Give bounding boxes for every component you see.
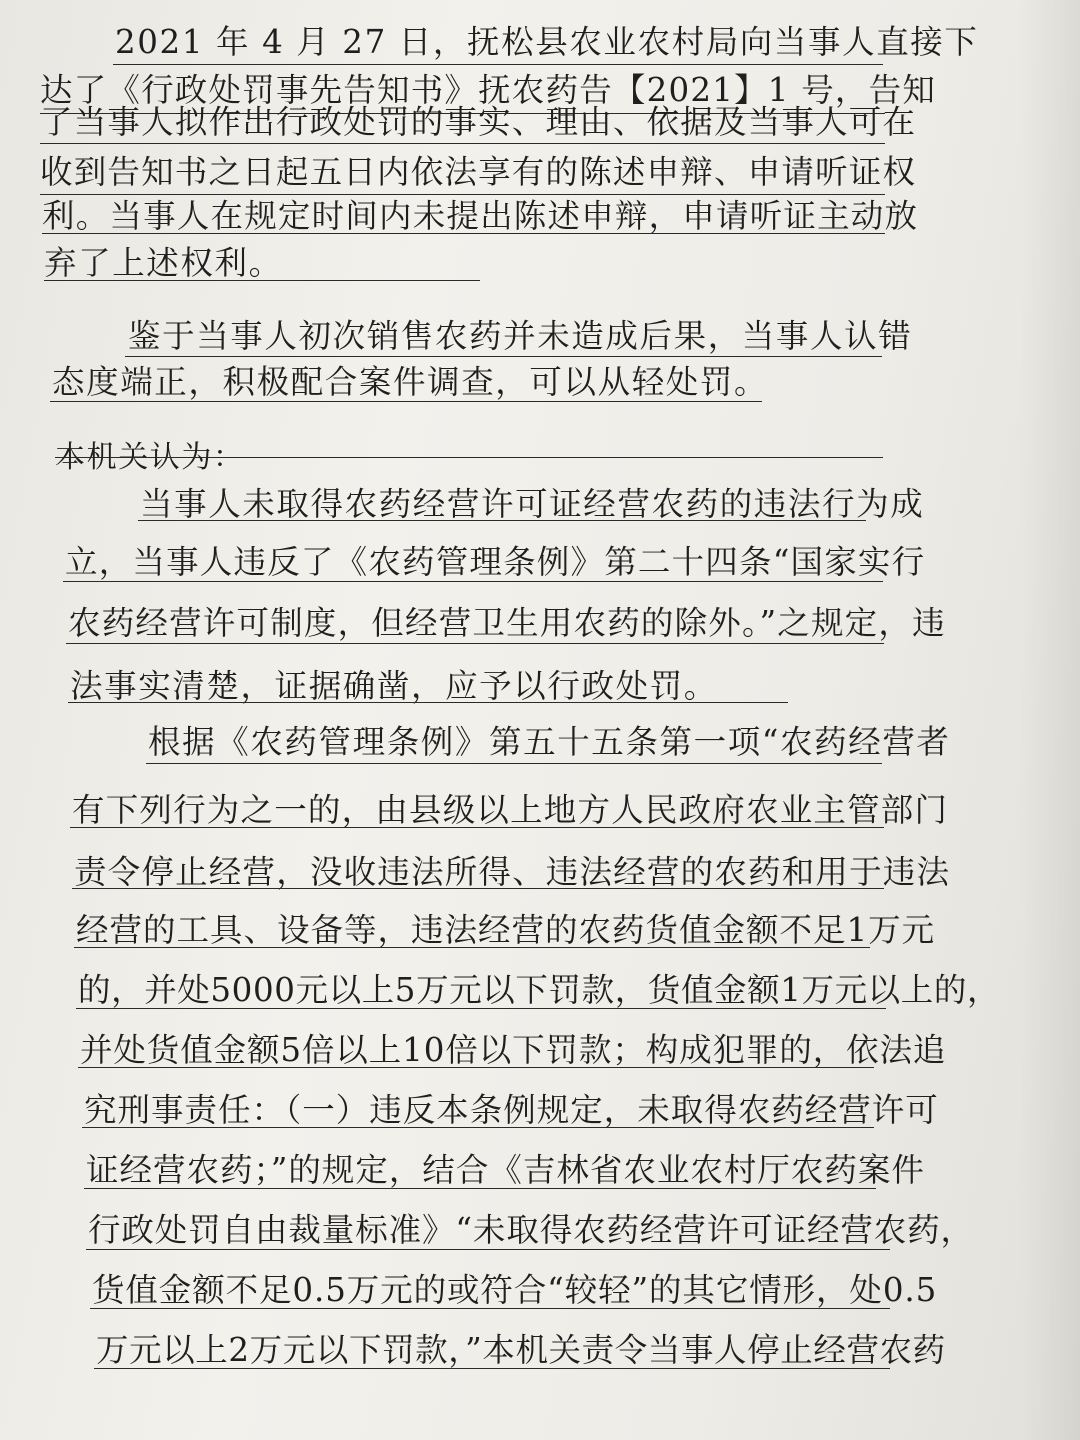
text-line: 万元以上2万元以下罚款，”本机关责令当事人停止经营农药 <box>96 1331 946 1369</box>
underline <box>74 947 870 948</box>
underline <box>138 520 866 521</box>
page-edge-shadow <box>1020 0 1080 1440</box>
text-line: 弃了上述权利。 <box>44 244 283 282</box>
text-line: 行政处罚自由裁量标准》“未取得农药经营许可证经营农药， <box>88 1211 974 1249</box>
underline <box>72 888 884 889</box>
text-line: 鉴于当事人初次销售农药并未造成后果，当事人认错 <box>128 317 913 355</box>
text-line: 立，当事人违反了《农药管理条例》第二十四条“国家实行 <box>65 543 926 581</box>
underline <box>42 233 885 234</box>
underline <box>82 1127 874 1128</box>
text-line: 达了《行政处罚事先告知书》抚农药告【2021】1 号，告知 <box>40 71 937 109</box>
underline <box>50 401 762 402</box>
text-line: 根据《农药管理条例》第五十五条第一项“农药经营者 <box>148 723 951 761</box>
text-line: 农药经营许可制度，但经营卫生用农药的除外。”之规定，违 <box>68 604 946 642</box>
underline <box>76 1008 886 1009</box>
blank-underline <box>55 457 883 458</box>
text-line: 当事人未取得农药经营许可证经营农药的违法行为成 <box>140 485 925 523</box>
text-line: 责令停止经营，没收违法所得、违法经营的农药和用于违法 <box>74 853 951 891</box>
underline <box>113 64 883 65</box>
underline <box>125 356 882 357</box>
underline <box>94 1368 890 1369</box>
text-line: 法事实清楚，证据确凿，应予以行政处罚。 <box>70 667 718 705</box>
underline <box>146 763 882 764</box>
underline <box>66 643 884 644</box>
text-line: 态度端正，积极配合案件调查，可以从轻处罚。 <box>52 363 769 401</box>
underline <box>86 1249 890 1250</box>
underline <box>44 280 480 281</box>
underline <box>40 143 885 144</box>
text-line: 了当事人拟作出行政处罚的事实、理由、依据及当事人可在 <box>40 103 917 141</box>
text-line: 的，并处5000元以上5万元以下罚款，货值金额1万元以上的， <box>78 971 1001 1009</box>
text-line: 货值金额不足0.5万元的或符合“较轻”的其它情形，处0.5 <box>92 1271 938 1309</box>
text-line: 2021 年 4 月 27 日，抚松县农业农村局向当事人直接下 <box>115 23 979 61</box>
text-line: 究刑事责任：（一）违反本条例规定，未取得农药经营许可 <box>84 1091 939 1129</box>
text-line: 证经营农药；”的规定，结合《吉林省农业农村厅农药案件 <box>86 1151 925 1189</box>
text-line: 利。当事人在规定时间内未提出陈述申辩，申请听证主动放 <box>42 197 919 235</box>
section-heading: 本机关认为： <box>55 440 245 475</box>
text-line: 经营的工具、设备等，违法经营的农药货值金额不足1万元 <box>76 911 936 949</box>
underline <box>63 581 883 582</box>
underline <box>78 1067 874 1068</box>
text-line: 收到告知书之日起五日内依法享有的陈述申辩、申请听证权 <box>40 153 917 191</box>
underline <box>90 1308 890 1309</box>
underline <box>40 194 885 195</box>
underline <box>84 1188 876 1189</box>
underline <box>70 827 884 828</box>
underline <box>68 702 788 703</box>
text-line: 并处货值金额5倍以上10倍以下罚款；构成犯罪的，依法追 <box>80 1031 947 1069</box>
text-line: 有下列行为之一的，由县级以上地方人民政府农业主管部门 <box>72 791 949 829</box>
